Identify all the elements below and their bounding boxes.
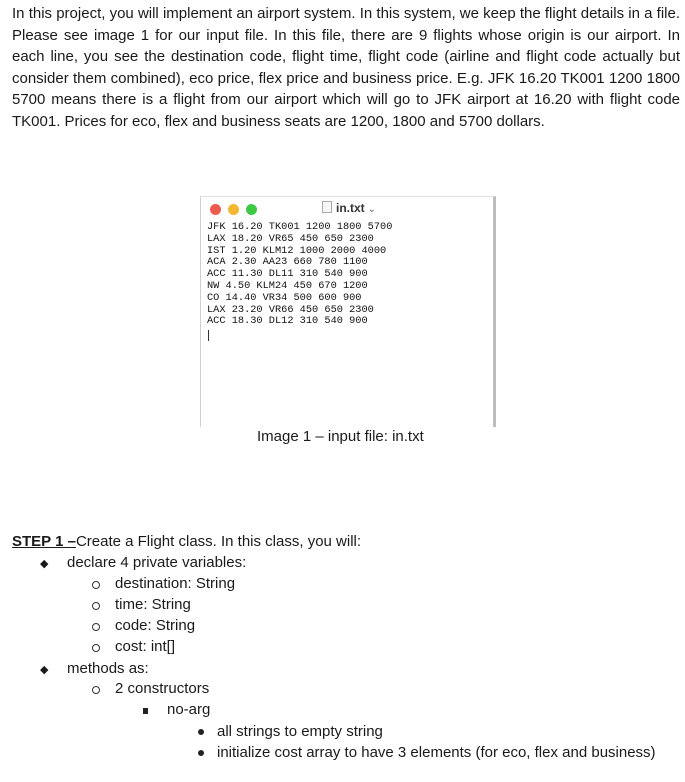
var-item: time: String <box>115 596 191 613</box>
diamond-bullet-icon: ◆ <box>40 558 49 570</box>
intro-paragraph: In this project, you will implement an airport system. In this system, we keep the flight details in a file. Please see image 1 for our input file. In this file, there are 9 flights whose origin is our airport. In each line, you see the destination code, flight time, flight code (airline and flight code actually but consider them combined), eco price, flex price and business price. E.g. JFK 16.20 TK001 1200 1800 5700 means there is a flight from our airport which will go to JFK airport at 16.20 with flight code TK001. Prices for eco, flex and business seats are 1200, 1800 and 5700 dollars. <box>12 5 680 130</box>
text-cursor <box>208 330 209 341</box>
file-line: ACC 18.30 DL12 310 540 900 <box>207 315 368 328</box>
dot-bullet-icon <box>198 750 204 756</box>
file-line: LAX 18.20 VR65 450 650 2300 <box>207 232 374 245</box>
diamond-bullet-icon: ◆ <box>40 664 49 676</box>
circle-bullet-icon <box>92 581 100 589</box>
file-line: IST 1.20 KLM12 1000 2000 4000 <box>207 244 387 257</box>
close-dot-icon <box>210 204 221 215</box>
minimize-dot-icon <box>228 204 239 215</box>
circle-bullet-icon <box>92 644 100 652</box>
detail-item: all strings to empty string <box>217 723 383 740</box>
chevron-down-icon: ⌄ <box>367 204 377 215</box>
constructors-item: 2 constructors <box>115 680 210 697</box>
file-line: NW 4.50 KLM24 450 670 1200 <box>207 279 368 292</box>
var-item: code: String <box>115 617 196 634</box>
declare-item: declare 4 private variables: <box>67 554 247 571</box>
file-line: LAX 23.20 VR66 450 650 2300 <box>207 303 374 316</box>
document-icon <box>322 201 332 213</box>
zoom-dot-icon <box>246 204 257 215</box>
file-content <box>207 222 493 328</box>
file-line: JFK 16.20 TK001 1200 1800 5700 <box>207 221 393 233</box>
file-line: CO 14.40 VR34 500 600 900 <box>207 291 362 304</box>
noarg-item: no-arg <box>167 701 211 718</box>
step-label: STEP 1 – <box>12 533 76 550</box>
methods-item: methods as: <box>67 660 149 677</box>
var-item: destination: String <box>115 575 236 592</box>
dot-bullet-icon <box>198 729 204 735</box>
input-file-image <box>200 196 496 427</box>
square-bullet-icon <box>143 708 148 714</box>
file-line: ACC 11.30 DL11 310 540 900 <box>207 268 368 281</box>
circle-bullet-icon <box>92 686 100 694</box>
file-line: ACA 2.30 AA23 660 780 1100 <box>207 256 368 269</box>
file-name: in.txt <box>336 201 365 215</box>
window-titlebar <box>201 197 493 219</box>
var-item: cost: int[] <box>115 638 176 655</box>
circle-bullet-icon <box>92 623 100 631</box>
circle-bullet-icon <box>92 602 100 610</box>
detail-item: initialize cost array to have 3 elements (for eco, flex and business) <box>217 744 656 761</box>
image-caption: Image 1 – input file: in.txt <box>257 428 424 445</box>
step-heading <box>12 533 361 550</box>
step-text: Create a Flight class. In this class, you will: <box>75 533 362 550</box>
window-title <box>322 201 376 215</box>
